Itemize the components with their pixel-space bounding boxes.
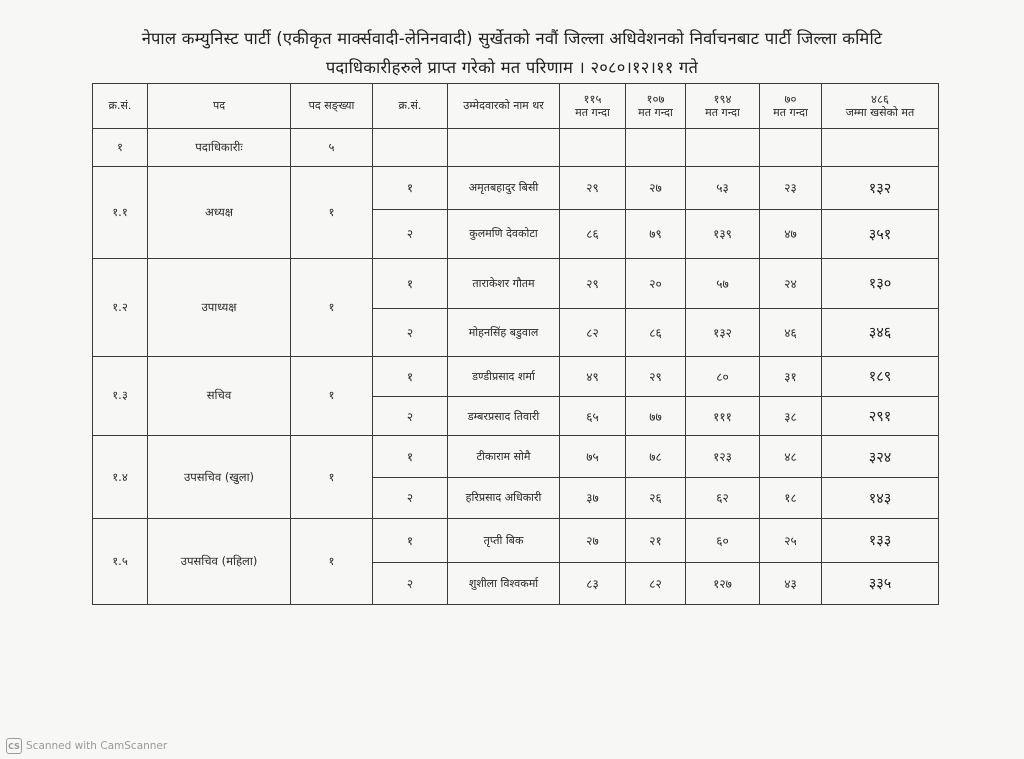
document-title-line-2: पदाधिकारीहरुले प्राप्त गरेको मत परिणाम । २०८०।१२।११ गते <box>325 58 699 77</box>
header-vote-count-4-label: मत गन्दा <box>773 105 808 119</box>
post-name: उपाध्यक्ष <box>148 258 291 356</box>
vote-count-2: ७८ <box>626 436 686 477</box>
vote-count-3: ८० <box>686 356 760 396</box>
scanner-watermark-label: Scanned with CamScanner <box>26 740 168 752</box>
total-votes: १३० <box>822 258 939 308</box>
scanner-watermark <box>6 738 167 754</box>
total-votes: ३३५ <box>822 562 939 605</box>
post-name: सचिव <box>148 356 291 436</box>
table-row <box>93 258 939 308</box>
table-row <box>93 166 939 209</box>
vote-count-3: ६२ <box>686 477 760 518</box>
vote-count-2: ७७ <box>626 396 686 435</box>
vote-count-3: १३९ <box>686 210 760 258</box>
header-vote-count-1 <box>560 84 626 129</box>
candidate-name: हरिप्रसाद अधिकारी <box>448 477 560 518</box>
header-vote-count-3 <box>686 84 760 129</box>
header-total-votes-top: ४८६ <box>871 92 889 107</box>
vote-count-4: ४८ <box>760 436 822 477</box>
vote-count-2: ८२ <box>626 562 686 605</box>
vote-count-3: १२७ <box>686 562 760 605</box>
vote-count-3: ५७ <box>686 258 760 308</box>
header-vote-count-3-label: मत गन्दा <box>705 105 740 119</box>
total-votes: ३२४ <box>822 436 939 477</box>
candidate-name: तृप्ती बिक <box>448 519 560 562</box>
table-row <box>93 436 939 477</box>
candidate-name: कुलमणि देवकोटा <box>448 210 560 258</box>
post-serial: १.४ <box>93 436 148 519</box>
post-count: १ <box>291 519 373 605</box>
vote-count-2: २१ <box>626 519 686 562</box>
document-title-line-1: नेपाल कम्युनिस्ट पार्टी (एकीकृत मार्क्सवादी-लेनिनवादी) सुर्खेतको नवौं जिल्ला अधिवेशनको निर्वाचनबाट पार्टी जिल्ला कमिटि <box>141 29 883 48</box>
section-row <box>93 129 939 166</box>
vote-count-3: ६० <box>686 519 760 562</box>
header-vote-count-2 <box>626 84 686 129</box>
header-vote-count-4 <box>760 84 822 129</box>
candidate-name: ताराकेशर गौतम <box>448 258 560 308</box>
vote-count-1: २९ <box>560 166 626 209</box>
candidate-name: डण्डीप्रसाद शर्मा <box>448 356 560 396</box>
candidate-name: डम्बरप्रसाद तिवारी <box>448 396 560 435</box>
post-name: अध्यक्ष <box>148 166 291 258</box>
vote-count-4: ४७ <box>760 210 822 258</box>
vote-count-1: ७५ <box>560 436 626 477</box>
candidate-name: शुशीला विश्वकर्मा <box>448 562 560 605</box>
vote-count-4: ३१ <box>760 356 822 396</box>
header-vote-count-3-top: १९४ <box>713 92 732 107</box>
vote-count-1: ६५ <box>560 396 626 435</box>
header-vote-count-2-top: १०७ <box>646 92 665 107</box>
total-votes: १३३ <box>822 519 939 562</box>
total-votes: १८९ <box>822 356 939 396</box>
candidate-serial: २ <box>373 562 448 605</box>
post-serial: १.५ <box>93 519 148 605</box>
vote-count-2: ७९ <box>626 210 686 258</box>
vote-count-1: ४९ <box>560 356 626 396</box>
section-post: पदाधिकारीः <box>148 129 291 166</box>
header-candidate-serial: क्र.सं. <box>373 84 448 129</box>
vote-count-3: ५३ <box>686 166 760 209</box>
candidate-serial: २ <box>373 396 448 435</box>
vote-count-3: १११ <box>686 396 760 435</box>
vote-count-1: ८२ <box>560 309 626 356</box>
vote-count-4: २४ <box>760 258 822 308</box>
candidate-name: टीकाराम सोमै <box>448 436 560 477</box>
vote-count-1: ३७ <box>560 477 626 518</box>
header-candidate-name: उम्मेदवारको नाम थर <box>448 84 560 129</box>
post-count: १ <box>291 436 373 519</box>
camscanner-icon: CS <box>6 738 22 754</box>
vote-count-3: १३२ <box>686 309 760 356</box>
total-votes: ३५१ <box>822 210 939 258</box>
vote-count-1: ८६ <box>560 210 626 258</box>
vote-count-3: १२३ <box>686 436 760 477</box>
candidate-serial: १ <box>373 258 448 308</box>
candidate-serial: २ <box>373 309 448 356</box>
header-vote-count-4-top: ७० <box>784 92 797 107</box>
header-post-count: पद सङ्ख्या <box>291 84 373 129</box>
header-vote-count-1-label: मत गन्दा <box>575 105 610 119</box>
vote-count-2: २६ <box>626 477 686 518</box>
vote-count-2: ८६ <box>626 309 686 356</box>
post-serial: १.३ <box>93 356 148 436</box>
candidate-serial: १ <box>373 519 448 562</box>
vote-count-4: ४६ <box>760 309 822 356</box>
candidate-serial: २ <box>373 210 448 258</box>
vote-count-2: २९ <box>626 356 686 396</box>
post-count: १ <box>291 166 373 258</box>
total-votes: २९१ <box>822 396 939 435</box>
header-vote-count-2-label: मत गन्दा <box>638 105 673 119</box>
vote-count-1: ८३ <box>560 562 626 605</box>
header-total-votes-label: जम्मा खसेको मत <box>845 105 915 119</box>
table-row <box>93 519 939 562</box>
vote-count-1: २९ <box>560 258 626 308</box>
post-serial: १.२ <box>93 258 148 356</box>
header-row <box>93 84 939 129</box>
candidate-serial: १ <box>373 356 448 396</box>
vote-count-2: २७ <box>626 166 686 209</box>
post-count: १ <box>291 258 373 356</box>
vote-count-4: ४३ <box>760 562 822 605</box>
total-votes: १३२ <box>822 166 939 209</box>
vote-count-1: २७ <box>560 519 626 562</box>
candidate-name: मोहनसिंह बडुवाल <box>448 309 560 356</box>
post-name: उपसचिव (खुला) <box>148 436 291 519</box>
candidate-serial: १ <box>373 166 448 209</box>
candidate-serial: २ <box>373 477 448 518</box>
candidate-serial: १ <box>373 436 448 477</box>
header-serial: क्र.सं. <box>93 84 148 129</box>
post-count: १ <box>291 356 373 436</box>
vote-count-4: २३ <box>760 166 822 209</box>
vote-count-4: २५ <box>760 519 822 562</box>
vote-count-4: १८ <box>760 477 822 518</box>
candidate-name: अमृतबहादुर बिसी <box>448 166 560 209</box>
total-votes: ३४६ <box>822 309 939 356</box>
vote-count-2: २० <box>626 258 686 308</box>
results-table <box>92 83 939 605</box>
table-row <box>93 356 939 396</box>
vote-count-4: ३८ <box>760 396 822 435</box>
header-post: पद <box>148 84 291 129</box>
header-total-votes <box>822 84 939 129</box>
post-name: उपसचिव (महिला) <box>148 519 291 605</box>
total-votes: १४३ <box>822 477 939 518</box>
header-vote-count-1-top: ११५ <box>583 92 602 107</box>
post-serial: १.१ <box>93 166 148 258</box>
section-serial: १ <box>93 129 148 166</box>
section-post-count: ५ <box>291 129 373 166</box>
